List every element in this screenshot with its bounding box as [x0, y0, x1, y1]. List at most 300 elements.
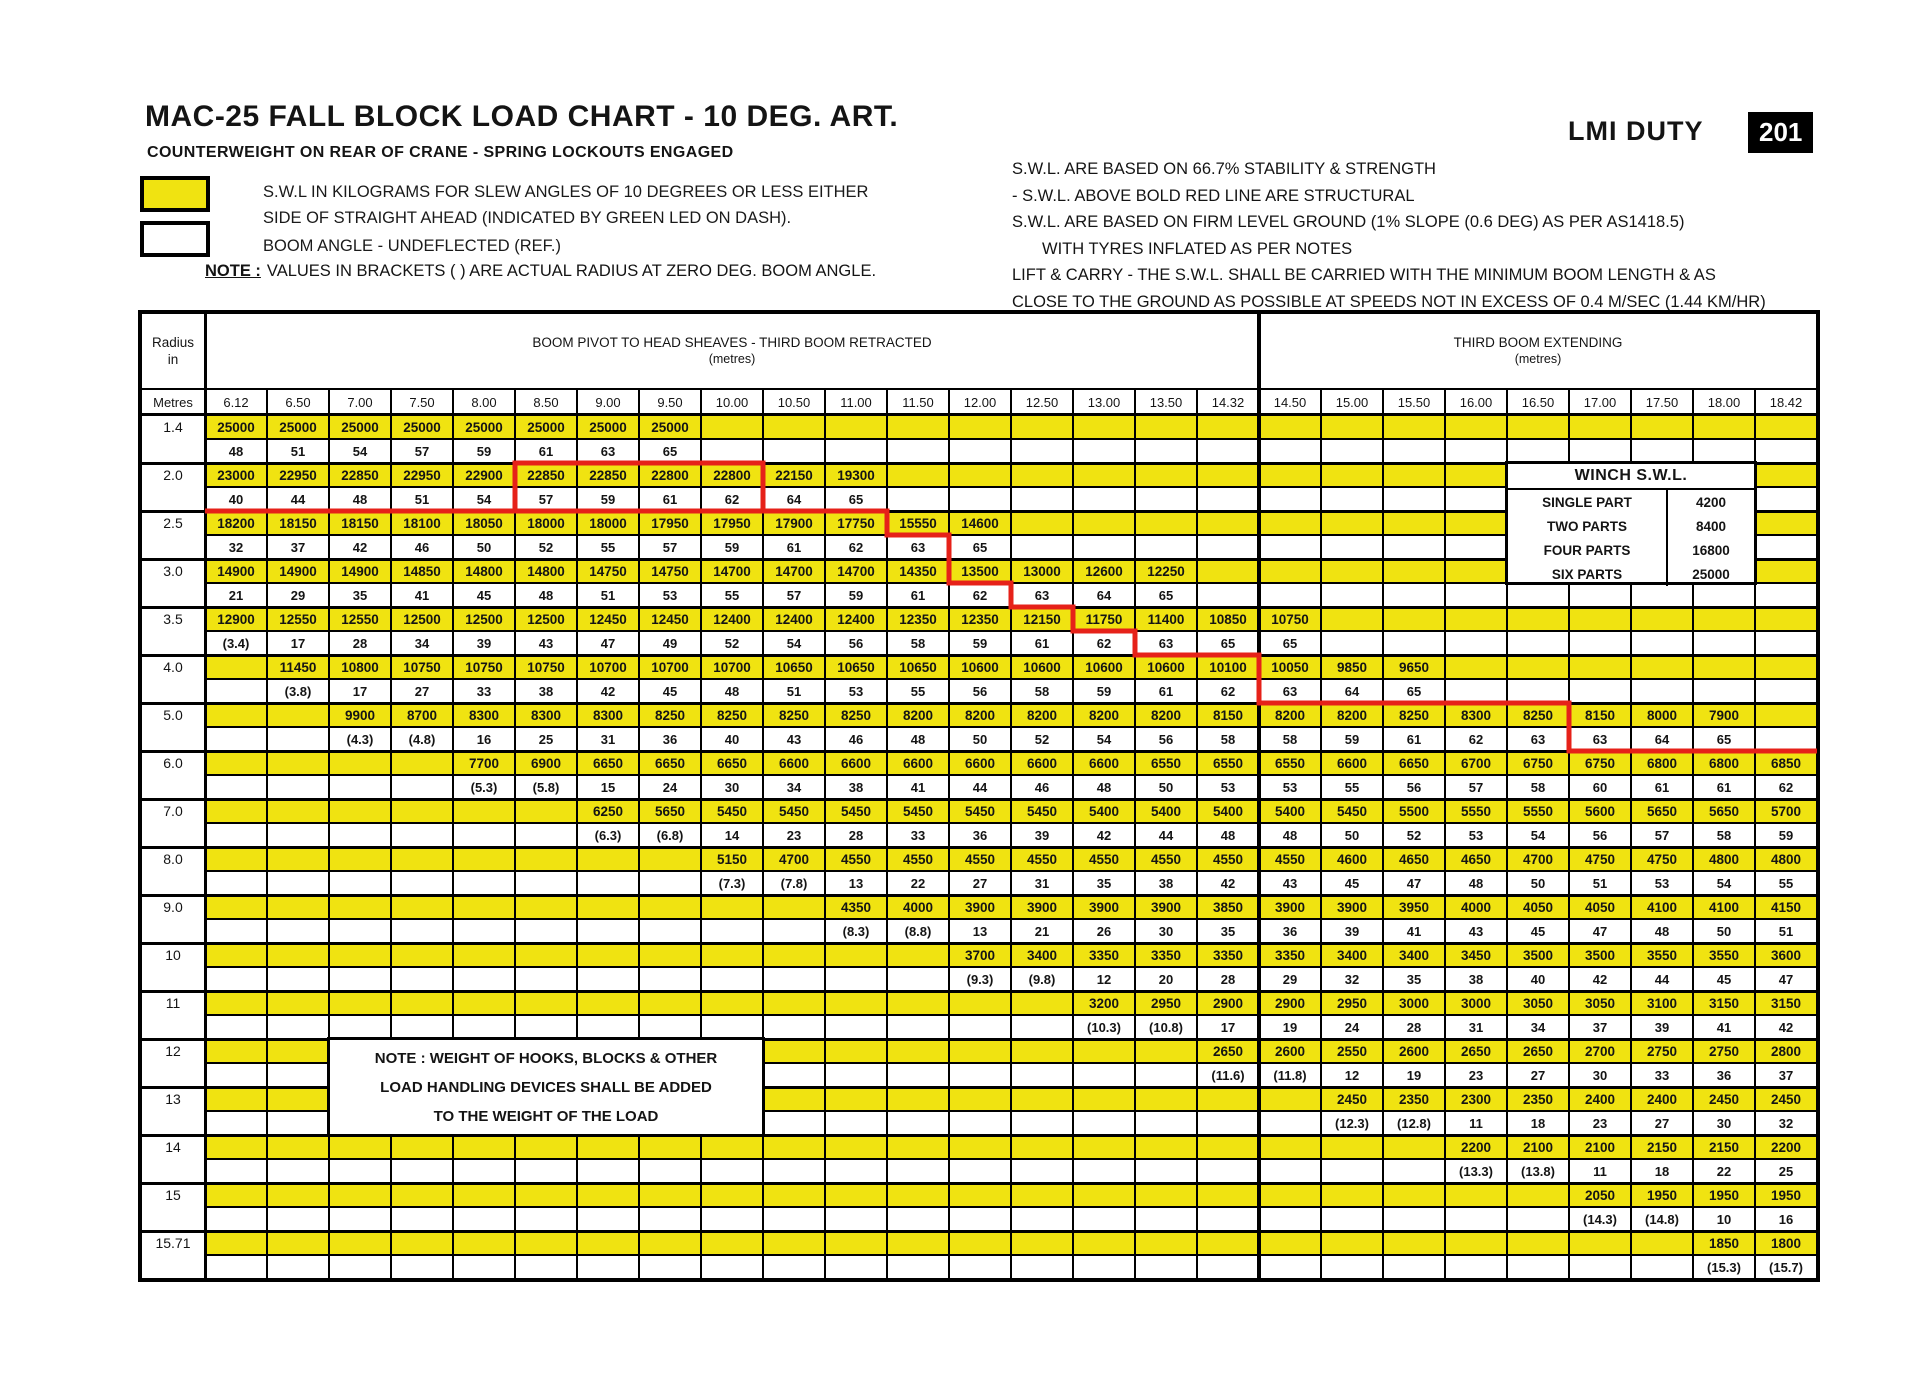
boom-angle-cell: 64: [1632, 728, 1692, 750]
boom-angle-cell: [1012, 488, 1072, 510]
swl-cell: [1074, 1088, 1134, 1110]
swl-cell: 4150: [1756, 896, 1816, 918]
boom-angle-cell: [516, 1208, 576, 1230]
boom-angle-cell: 48: [516, 584, 576, 606]
boom-angle-cell: [516, 920, 576, 942]
boom-angle-cell: 28: [826, 824, 886, 846]
swl-cell: [1446, 608, 1506, 630]
swl-cell: 5450: [764, 800, 824, 822]
swl-cell: 12150: [1012, 608, 1072, 630]
radius-label: 8.0: [142, 848, 204, 894]
swl-cell: [1136, 512, 1196, 534]
boom-angle-cell: 35: [1074, 872, 1134, 894]
swl-cell: 1800: [1756, 1232, 1816, 1254]
swl-cell: [330, 1136, 390, 1158]
swl-cell: 10650: [826, 656, 886, 678]
swl-cell: 10750: [516, 656, 576, 678]
boom-angle-cell: (5.3): [454, 776, 514, 798]
boom-angle-cell: 23: [1570, 1112, 1630, 1134]
swl-cell: [1260, 1184, 1320, 1206]
swl-cell: [1384, 464, 1444, 486]
swl-cell: [578, 1184, 638, 1206]
swl-cell: 4650: [1446, 848, 1506, 870]
swl-cell: 6750: [1508, 752, 1568, 774]
boom-angle-cell: 61: [640, 488, 700, 510]
boom-angle-cell: 50: [1136, 776, 1196, 798]
boom-angle-cell: 59: [1074, 680, 1134, 702]
swl-cell: 8200: [950, 704, 1010, 726]
boom-angle-cell: [1756, 632, 1816, 654]
boom-angle-cell: [1384, 1208, 1444, 1230]
swl-cell: 22800: [702, 464, 762, 486]
boom-angle-cell: 38: [516, 680, 576, 702]
swl-cell: [392, 1232, 452, 1254]
boom-angle-cell: 44: [950, 776, 1010, 798]
boom-length-header: 11.50: [888, 390, 948, 414]
swl-cell: [1136, 1232, 1196, 1254]
swl-cell: 4550: [1136, 848, 1196, 870]
swl-cell: [268, 848, 328, 870]
boom-length-header: 10.00: [702, 390, 762, 414]
swl-cell: [1384, 1136, 1444, 1158]
boom-angle-cell: 43: [516, 632, 576, 654]
swl-cell: 6650: [578, 752, 638, 774]
boom-angle-cell: [268, 1256, 328, 1278]
swl-cell: 14700: [702, 560, 762, 582]
swl-cell: [206, 704, 266, 726]
boom-angle-cell: 27: [392, 680, 452, 702]
boom-angle-cell: 53: [640, 584, 700, 606]
boom-length-header: 6.12: [206, 390, 266, 414]
boom-angle-cell: [1322, 536, 1382, 558]
boom-angle-cell: 51: [578, 584, 638, 606]
boom-angle-cell: 23: [1446, 1064, 1506, 1086]
swl-cell: [1198, 1184, 1258, 1206]
swl-cell: [206, 1232, 266, 1254]
swl-cell: 2450: [1322, 1088, 1382, 1110]
boom-angle-cell: 17: [330, 680, 390, 702]
boom-angle-cell: [764, 968, 824, 990]
swl-cell: 14350: [888, 560, 948, 582]
swl-cell: [516, 848, 576, 870]
swl-cell: 13000: [1012, 560, 1072, 582]
swl-cell: 12250: [1136, 560, 1196, 582]
winch-swl-row: [1508, 562, 1754, 586]
boom-angle-cell: 12: [1074, 968, 1134, 990]
boom-angle-cell: [702, 968, 762, 990]
swl-cell: [1508, 1184, 1568, 1206]
swl-cell: [888, 464, 948, 486]
boom-angle-cell: 42: [1074, 824, 1134, 846]
boom-angle-cell: [888, 1208, 948, 1230]
boom-angle-cell: 16: [454, 728, 514, 750]
swl-cell: [516, 992, 576, 1014]
swl-cell: 1950: [1632, 1184, 1692, 1206]
boom-angle-cell: 44: [1632, 968, 1692, 990]
swl-cell: 18100: [392, 512, 452, 534]
swl-cell: [1756, 608, 1816, 630]
swl-cell: [888, 944, 948, 966]
swl-cell: [1322, 464, 1382, 486]
swl-cell: 12400: [702, 608, 762, 630]
boom-angle-cell: [206, 872, 266, 894]
swl-cell: [330, 992, 390, 1014]
swl-cell: [268, 1088, 328, 1110]
swl-cell: 7900: [1694, 704, 1754, 726]
swl-cell: 3100: [1632, 992, 1692, 1014]
swl-cell: 2900: [1260, 992, 1320, 1014]
swl-cell: [826, 992, 886, 1014]
boom-angle-cell: 61: [1384, 728, 1444, 750]
boom-angle-cell: 29: [268, 584, 328, 606]
swl-cell: [1632, 608, 1692, 630]
boom-angle-cell: [950, 488, 1010, 510]
swl-cell: [268, 896, 328, 918]
swl-cell: 9850: [1322, 656, 1382, 678]
swl-cell: [454, 1232, 514, 1254]
swl-cell: 4750: [1570, 848, 1630, 870]
boom-angle-cell: [1756, 536, 1816, 558]
boom-angle-cell: 54: [1694, 872, 1754, 894]
boom-angle-cell: [1570, 632, 1630, 654]
boom-angle-cell: 35: [1384, 968, 1444, 990]
boom-angle-cell: (5.8): [516, 776, 576, 798]
swl-cell: 2900: [1198, 992, 1258, 1014]
boom-angle-cell: (13.8): [1508, 1160, 1568, 1182]
boom-angle-cell: 45: [1694, 968, 1754, 990]
brackets-note-label: NOTE :: [205, 262, 261, 280]
boom-angle-cell: [578, 872, 638, 894]
swl-cell: [1074, 1184, 1134, 1206]
boom-angle-cell: [268, 1208, 328, 1230]
swl-cell: [1446, 464, 1506, 486]
swl-cell: 2700: [1570, 1040, 1630, 1062]
boom-angle-cell: 45: [1508, 920, 1568, 942]
boom-angle-cell: [1756, 488, 1816, 510]
boom-angle-cell: 38: [1446, 968, 1506, 990]
swl-cell: [1756, 704, 1816, 726]
swl-cell: 12500: [516, 608, 576, 630]
swl-cell: [206, 992, 266, 1014]
boom-angle-cell: [764, 1256, 824, 1278]
radius-column-header-unit: Metres: [142, 390, 204, 414]
boom-angle-cell: 44: [268, 488, 328, 510]
boom-angle-cell: [206, 1256, 266, 1278]
swl-cell: [950, 1184, 1010, 1206]
boom-angle-cell: 62: [950, 584, 1010, 606]
boom-angle-cell: 33: [1632, 1064, 1692, 1086]
boom-angle-cell: 21: [1012, 920, 1072, 942]
swl-cell: 11400: [1136, 608, 1196, 630]
boom-angle-cell: 48: [1074, 776, 1134, 798]
swl-cell: [1384, 560, 1444, 582]
boom-angle-cell: 48: [330, 488, 390, 510]
swl-cell: 4550: [1198, 848, 1258, 870]
boom-angle-cell: [206, 1160, 266, 1182]
boom-angle-cell: [268, 1064, 328, 1086]
boom-angle-cell: 21: [206, 584, 266, 606]
boom-angle-cell: [1446, 536, 1506, 558]
legend-white-text: BOOM ANGLE - UNDEFLECTED (REF.): [263, 237, 561, 255]
swl-cell: [454, 992, 514, 1014]
swl-cell: [826, 1184, 886, 1206]
boom-angle-cell: [1322, 584, 1382, 606]
boom-angle-cell: 52: [1012, 728, 1072, 750]
swl-cell: [1756, 560, 1816, 582]
swl-cell: [1570, 1232, 1630, 1254]
swl-cell: [1198, 464, 1258, 486]
boom-angle-cell: (10.3): [1074, 1016, 1134, 1038]
boom-length-header: 10.50: [764, 390, 824, 414]
swl-cell: 14900: [268, 560, 328, 582]
swl-cell: 4550: [1260, 848, 1320, 870]
swl-cell: 11750: [1074, 608, 1134, 630]
boom-angle-cell: 17: [268, 632, 328, 654]
swl-cell: 14850: [392, 560, 452, 582]
swl-cell: 17750: [826, 512, 886, 534]
boom-angle-cell: 27: [1632, 1112, 1692, 1134]
winch-swl-row: [1508, 538, 1754, 562]
boom-angle-cell: [640, 872, 700, 894]
boom-angle-cell: [950, 1256, 1010, 1278]
boom-angle-cell: [1136, 1256, 1196, 1278]
swl-cell: 5400: [1198, 800, 1258, 822]
swl-cell: [1012, 1040, 1072, 1062]
boom-angle-cell: (14.3): [1570, 1208, 1630, 1230]
swl-cell: 2300: [1446, 1088, 1506, 1110]
swl-cell: [640, 992, 700, 1014]
swl-cell: 4550: [826, 848, 886, 870]
boom-angle-cell: 51: [268, 440, 328, 462]
swl-cell: [454, 848, 514, 870]
boom-angle-cell: [1322, 1208, 1382, 1230]
boom-angle-cell: (8.3): [826, 920, 886, 942]
boom-angle-cell: [764, 440, 824, 462]
swl-cell: [888, 992, 948, 1014]
swl-cell: 4700: [764, 848, 824, 870]
boom-angle-cell: 38: [1136, 872, 1196, 894]
swl-cell: 2600: [1384, 1040, 1444, 1062]
swl-cell: 8250: [1508, 704, 1568, 726]
boom-angle-cell: 30: [1136, 920, 1196, 942]
legend-yellow-text-line2: SIDE OF STRAIGHT AHEAD (INDICATED BY GREEN LED ON DASH).: [263, 209, 792, 227]
boom-angle-cell: [206, 680, 266, 702]
swl-cell: [1074, 1136, 1134, 1158]
swl-cell: 12500: [454, 608, 514, 630]
swl-cell: [764, 1136, 824, 1158]
boom-angle-cell: [1694, 680, 1754, 702]
swl-cell: [640, 896, 700, 918]
boom-angle-cell: 58: [1508, 776, 1568, 798]
boom-angle-cell: 63: [1136, 632, 1196, 654]
swl-cell: [1446, 1184, 1506, 1206]
swl-cell: [1136, 1040, 1196, 1062]
swl-cell: [640, 1136, 700, 1158]
winch-part-label: SIX PARTS: [1551, 566, 1623, 582]
boom-angle-cell: 37: [268, 536, 328, 558]
swl-cell: [888, 1136, 948, 1158]
swl-cell: 2150: [1694, 1136, 1754, 1158]
swl-cell: 3050: [1570, 992, 1630, 1014]
boom-angle-cell: 59: [578, 488, 638, 510]
swl-cell: 8200: [1074, 704, 1134, 726]
boom-angle-cell: [702, 920, 762, 942]
swl-cell: 10750: [392, 656, 452, 678]
swl-cell: 3700: [950, 944, 1010, 966]
swl-cell: 1950: [1756, 1184, 1816, 1206]
boom-length-header: 16.50: [1508, 390, 1568, 414]
boom-length-header: 16.00: [1446, 390, 1506, 414]
swl-cell: [1012, 1184, 1072, 1206]
swl-cell: 2950: [1322, 992, 1382, 1014]
boom-angle-cell: [950, 1016, 1010, 1038]
winch-part-value: 25000: [1666, 562, 1754, 586]
swl-cell: 10050: [1260, 656, 1320, 678]
swl-cell: 5400: [1136, 800, 1196, 822]
swl-cell: [578, 896, 638, 918]
boom-angle-cell: [1446, 680, 1506, 702]
swl-cell: 3900: [1074, 896, 1134, 918]
boom-angle-cell: 39: [454, 632, 514, 654]
swl-cell: [1074, 512, 1134, 534]
swl-cell: 4000: [1446, 896, 1506, 918]
boom-angle-cell: 65: [950, 536, 1010, 558]
boom-angle-cell: [1632, 680, 1692, 702]
swl-cell: 8150: [1198, 704, 1258, 726]
boom-angle-cell: 65: [1694, 728, 1754, 750]
boom-angle-cell: 61: [1136, 680, 1196, 702]
swl-cell: 3400: [1012, 944, 1072, 966]
swl-cell: [1198, 416, 1258, 438]
swl-cell: 12600: [1074, 560, 1134, 582]
boom-angle-cell: [206, 1064, 266, 1086]
swl-cell: 22850: [516, 464, 576, 486]
boom-angle-cell: [1322, 632, 1382, 654]
boom-length-header: 14.32: [1198, 390, 1258, 414]
swl-cell: [1756, 464, 1816, 486]
boom-angle-cell: 37: [1756, 1064, 1816, 1086]
swl-cell: 22950: [392, 464, 452, 486]
swl-cell: 2100: [1570, 1136, 1630, 1158]
boom-angle-cell: 37: [1570, 1016, 1630, 1038]
boom-angle-cell: [206, 1112, 266, 1134]
boom-angle-cell: [1198, 1256, 1258, 1278]
boom-angle-cell: [702, 440, 762, 462]
boom-angle-cell: [1446, 1208, 1506, 1230]
swl-cell: 3000: [1384, 992, 1444, 1014]
boom-angle-cell: 55: [702, 584, 762, 606]
swl-cell: 3950: [1384, 896, 1444, 918]
boom-angle-cell: [1322, 488, 1382, 510]
swl-cell: 8250: [702, 704, 762, 726]
boom-angle-cell: 17: [1198, 1016, 1258, 1038]
boom-angle-cell: 57: [516, 488, 576, 510]
swl-cell: 6700: [1446, 752, 1506, 774]
swl-cell: [1322, 1136, 1382, 1158]
legend-yellow-text-line1: S.W.L IN KILOGRAMS FOR SLEW ANGLES OF 10 DEGREES OR LESS EITHER: [263, 183, 869, 201]
boom-angle-cell: 59: [1322, 728, 1382, 750]
boom-angle-cell: [640, 920, 700, 942]
boom-angle-cell: [268, 728, 328, 750]
swl-cell: 25000: [516, 416, 576, 438]
boom-angle-cell: 54: [764, 632, 824, 654]
swl-cell: 14750: [640, 560, 700, 582]
swl-cell: 5500: [1384, 800, 1444, 822]
boom-angle-cell: 65: [1136, 584, 1196, 606]
swl-cell: [764, 1088, 824, 1110]
boom-angle-cell: 38: [826, 776, 886, 798]
boom-angle-cell: [826, 1064, 886, 1086]
boom-angle-cell: 34: [1508, 1016, 1568, 1038]
boom-angle-cell: 39: [1012, 824, 1072, 846]
swl-cell: [578, 848, 638, 870]
swl-cell: [206, 1136, 266, 1158]
swl-cell: [950, 992, 1010, 1014]
swl-cell: [1694, 608, 1754, 630]
boom-angle-cell: [640, 1208, 700, 1230]
swl-cell: [330, 752, 390, 774]
swl-cell: 2150: [1632, 1136, 1692, 1158]
swl-cell: 15550: [888, 512, 948, 534]
boom-angle-cell: [1384, 1256, 1444, 1278]
swl-cell: 22150: [764, 464, 824, 486]
boom-angle-cell: [392, 872, 452, 894]
swl-cell: [640, 1184, 700, 1206]
swl-cell: [1260, 1088, 1320, 1110]
boom-angle-cell: [1260, 1208, 1320, 1230]
boom-angle-cell: 34: [764, 776, 824, 798]
swl-cell: [950, 464, 1010, 486]
boom-angle-cell: [1384, 1160, 1444, 1182]
boom-angle-cell: 15: [578, 776, 638, 798]
swl-cell: 14900: [330, 560, 390, 582]
boom-angle-cell: [888, 1160, 948, 1182]
boom-angle-cell: 48: [888, 728, 948, 750]
boom-angle-cell: 39: [1322, 920, 1382, 942]
swl-cell: 6550: [1198, 752, 1258, 774]
boom-angle-cell: [578, 1016, 638, 1038]
swl-cell: [1260, 1232, 1320, 1254]
swl-cell: 10650: [764, 656, 824, 678]
boom-angle-cell: 28: [1198, 968, 1258, 990]
swl-cell: 17950: [702, 512, 762, 534]
swl-cell: 6600: [1074, 752, 1134, 774]
boom-angle-cell: [1260, 1160, 1320, 1182]
swl-cell: [764, 416, 824, 438]
swl-cell: [516, 1232, 576, 1254]
boom-angle-cell: 20: [1136, 968, 1196, 990]
boom-angle-cell: [206, 728, 266, 750]
boom-angle-cell: 58: [888, 632, 948, 654]
swl-cell: 12450: [578, 608, 638, 630]
swl-cell: 10600: [950, 656, 1010, 678]
boom-angle-cell: 45: [454, 584, 514, 606]
swl-cell: 4550: [1012, 848, 1072, 870]
swl-cell: [392, 992, 452, 1014]
boom-angle-cell: 63: [1260, 680, 1320, 702]
boom-angle-cell: 45: [1322, 872, 1382, 894]
boom-angle-cell: 25: [516, 728, 576, 750]
swl-cell: 10600: [1074, 656, 1134, 678]
boom-angle-cell: (9.8): [1012, 968, 1072, 990]
swl-cell: [1322, 560, 1382, 582]
winch-part-value: 8400: [1666, 514, 1754, 538]
boom-angle-cell: [1074, 1256, 1134, 1278]
boom-angle-cell: (7.3): [702, 872, 762, 894]
boom-angle-cell: 22: [888, 872, 948, 894]
swl-note-line: - S.W.L. ABOVE BOLD RED LINE ARE STRUCTURAL: [1012, 186, 1415, 205]
boom-angle-cell: [702, 1256, 762, 1278]
